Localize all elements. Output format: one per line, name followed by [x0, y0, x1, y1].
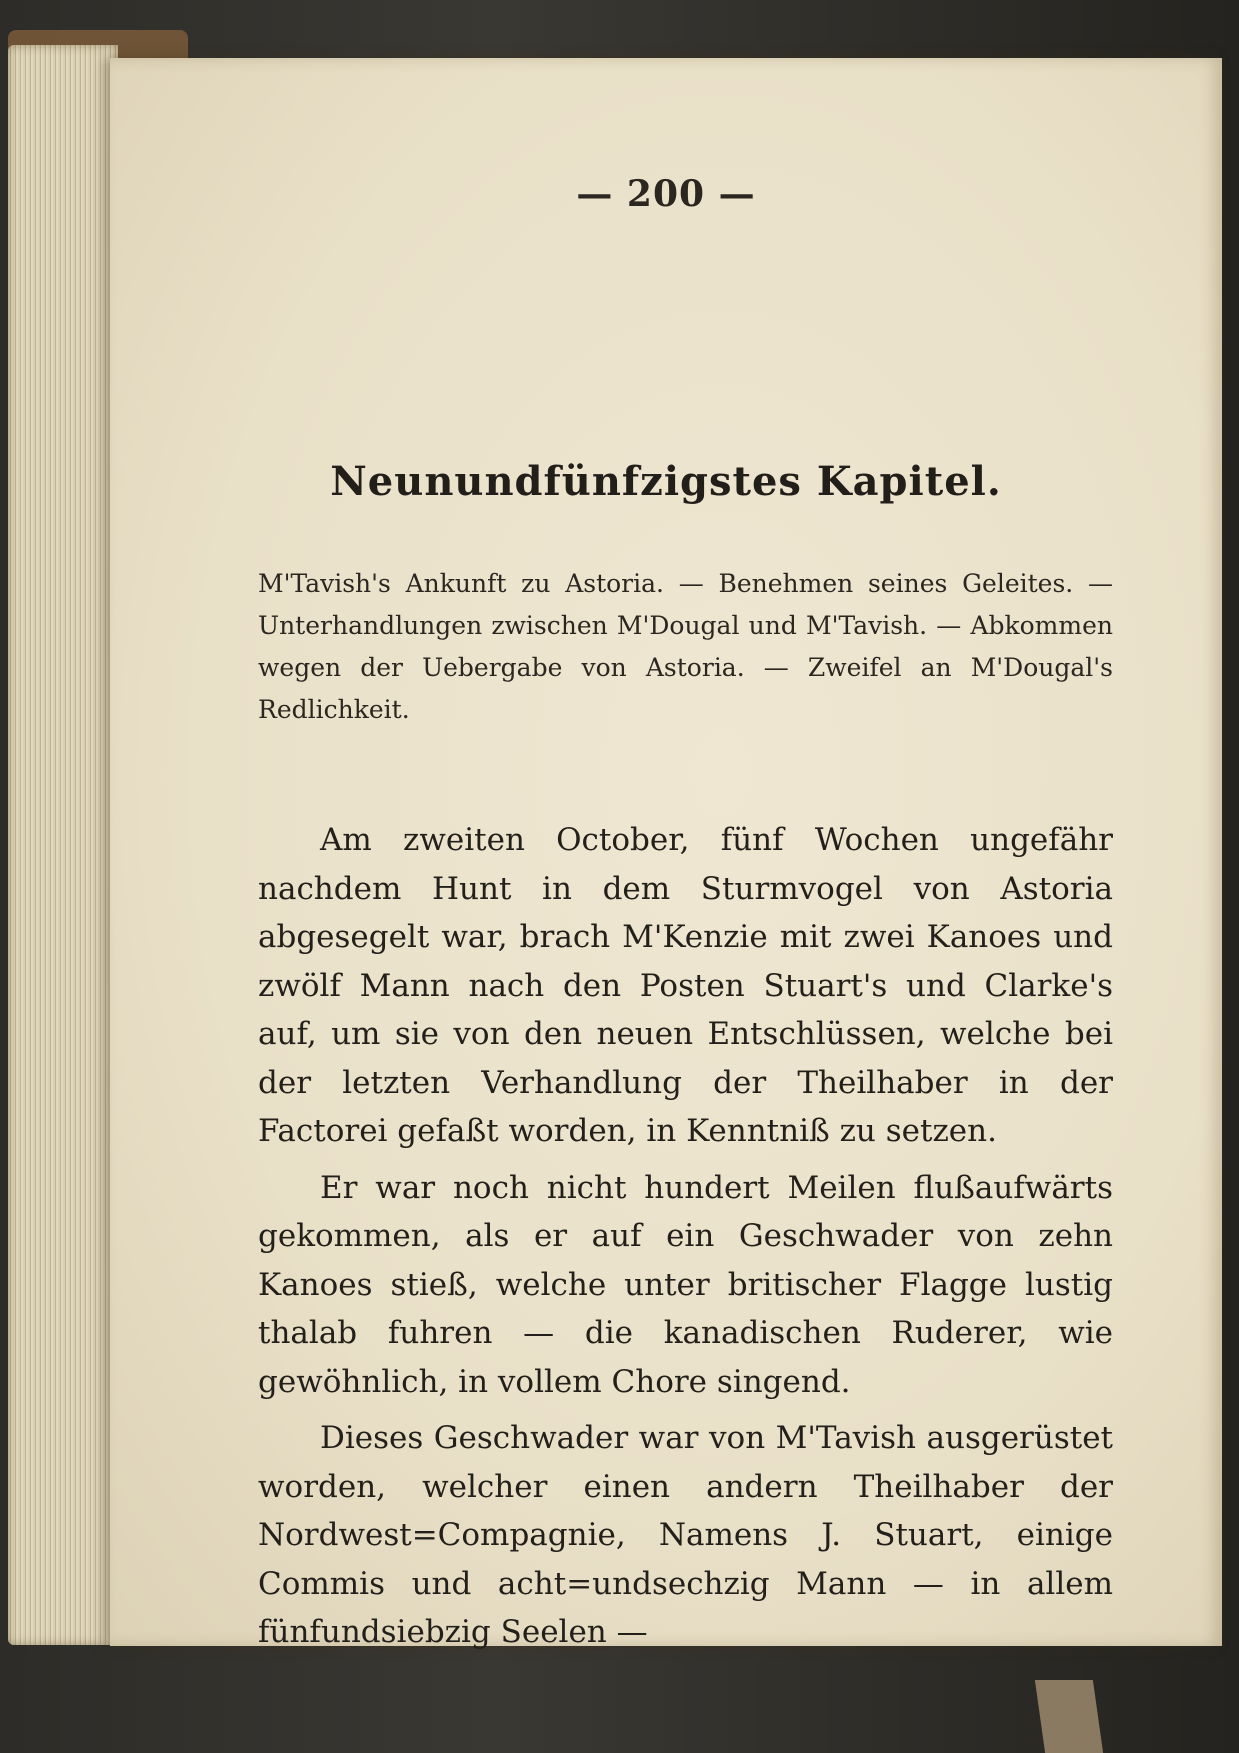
paragraph: Am zweiten October, fünf Wochen ungefähr nachdem Hunt in dem Sturmvogel von Astoria abgesegelt war, brach M'Kenzie mit zwei Kanoes und zwölf Mann nach den Posten Stuart's und Clarke's auf, um sie von den neuen Entschlüssen, welche bei der letzten Verhandlung der Theilhaber in der Factorei gefaßt worden, in Kenntniß zu setzen. [258, 822, 1113, 1149]
paragraph: Er war noch nicht hundert Meilen flußaufwärts gekommen, als er auf ein Geschwader von zehn Kanoes stieß, welche unter britischer Flagge lustig thalab fuhren — die kanadischen Ruderer, wie gewöhnlich, in vollem Chore singend. [258, 1169, 1113, 1400]
body-text [258, 816, 1113, 1665]
chapter-summary: M'Tavish's Ankunft zu Astoria. — Benehmen seines Geleites. — Unterhandlungen zwischen M'Dougal und M'Tavish. — Abkommen wegen der Uebergabe von Astoria. — Zweifel an M'Dougal's Redlichkeit. [258, 569, 1113, 724]
bookmark-ribbon [1035, 1680, 1103, 1753]
book-page [110, 58, 1222, 1650]
paragraph: Dieses Geschwader war von M'Tavish ausgerüstet worden, welcher einen andern Theilhaber der Nordwest=Compagnie, Namens J. Stuart, einige Commis und acht=undsechzig Mann — in allem fünfundsiebzig Seelen — [258, 1420, 1113, 1650]
chapter-title: Neunundfünfzigstes Kapitel. [330, 458, 1002, 505]
page-edges [8, 45, 118, 1645]
page-number: — 200 — [576, 173, 756, 215]
